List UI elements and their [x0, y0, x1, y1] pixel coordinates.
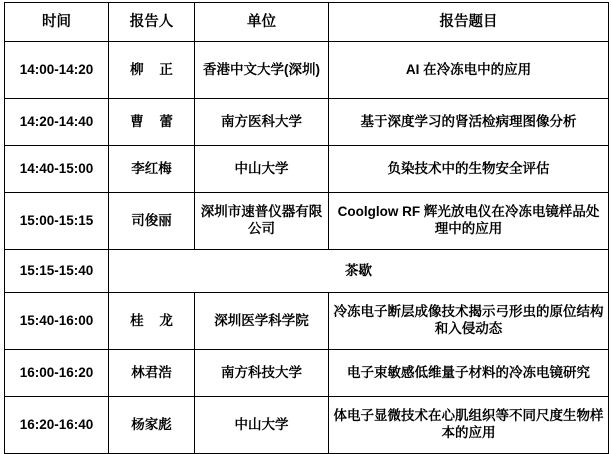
table-row [5, 293, 609, 350]
column-header-speaker: 报告人 [109, 3, 195, 42]
cell-title: AI 在冷冻电中的应用 [329, 42, 609, 99]
table-row [5, 350, 609, 397]
cell-time: 15:00-15:15 [5, 193, 109, 250]
cell-title: 电子束敏感低维量子材料的冷冻电镜研究 [329, 350, 609, 397]
table-row [5, 193, 609, 250]
cell-speaker: 桂 龙 [109, 293, 195, 350]
cell-title: 冷冻电子断层成像技术揭示弓形虫的原位结构和入侵动态 [329, 293, 609, 350]
cell-time: 16:00-16:20 [5, 350, 109, 397]
cell-time: 14:40-15:00 [5, 146, 109, 193]
table-header-row [5, 3, 609, 42]
column-header-unit: 单位 [195, 3, 329, 42]
schedule-table [4, 2, 609, 454]
cell-title: 基于深度学习的肾活检病理图像分析 [329, 99, 609, 146]
table-row [5, 99, 609, 146]
cell-unit: 南方科技大学 [195, 350, 329, 397]
cell-speaker: 李红梅 [109, 146, 195, 193]
cell-time: 16:20-16:40 [5, 397, 109, 454]
cell-speaker: 林君浩 [109, 350, 195, 397]
cell-speaker: 柳 正 [109, 42, 195, 99]
cell-unit: 深圳医学科学院 [195, 293, 329, 350]
cell-title: 体电子显微技术在心肌组织等不同尺度生物样本的应用 [329, 397, 609, 454]
table-body [5, 42, 609, 454]
cell-speaker: 杨家彪 [109, 397, 195, 454]
cell-unit: 中山大学 [195, 146, 329, 193]
cell-time: 14:20-14:40 [5, 99, 109, 146]
column-header-title: 报告题目 [329, 3, 609, 42]
cell-time: 14:00-14:20 [5, 42, 109, 99]
cell-speaker: 曹 蕾 [109, 99, 195, 146]
cell-break-title: 茶歇 [109, 250, 609, 293]
cell-title: Coolglow RF 辉光放电仪在冷冻电镜样品处理中的应用 [329, 193, 609, 250]
cell-unit: 南方医科大学 [195, 99, 329, 146]
cell-time: 15:40-16:00 [5, 293, 109, 350]
cell-unit: 中山大学 [195, 397, 329, 454]
cell-speaker: 司俊丽 [109, 193, 195, 250]
cell-time: 15:15-15:40 [5, 250, 109, 293]
table-row [5, 42, 609, 99]
table-row [5, 397, 609, 454]
cell-unit: 深圳市速普仪器有限公司 [195, 193, 329, 250]
table-row [5, 146, 609, 193]
table-row [5, 250, 609, 293]
cell-title: 负染技术中的生物安全评估 [329, 146, 609, 193]
table-header [5, 3, 609, 42]
column-header-time: 时间 [5, 3, 109, 42]
cell-unit: 香港中文大学(深圳) [195, 42, 329, 99]
